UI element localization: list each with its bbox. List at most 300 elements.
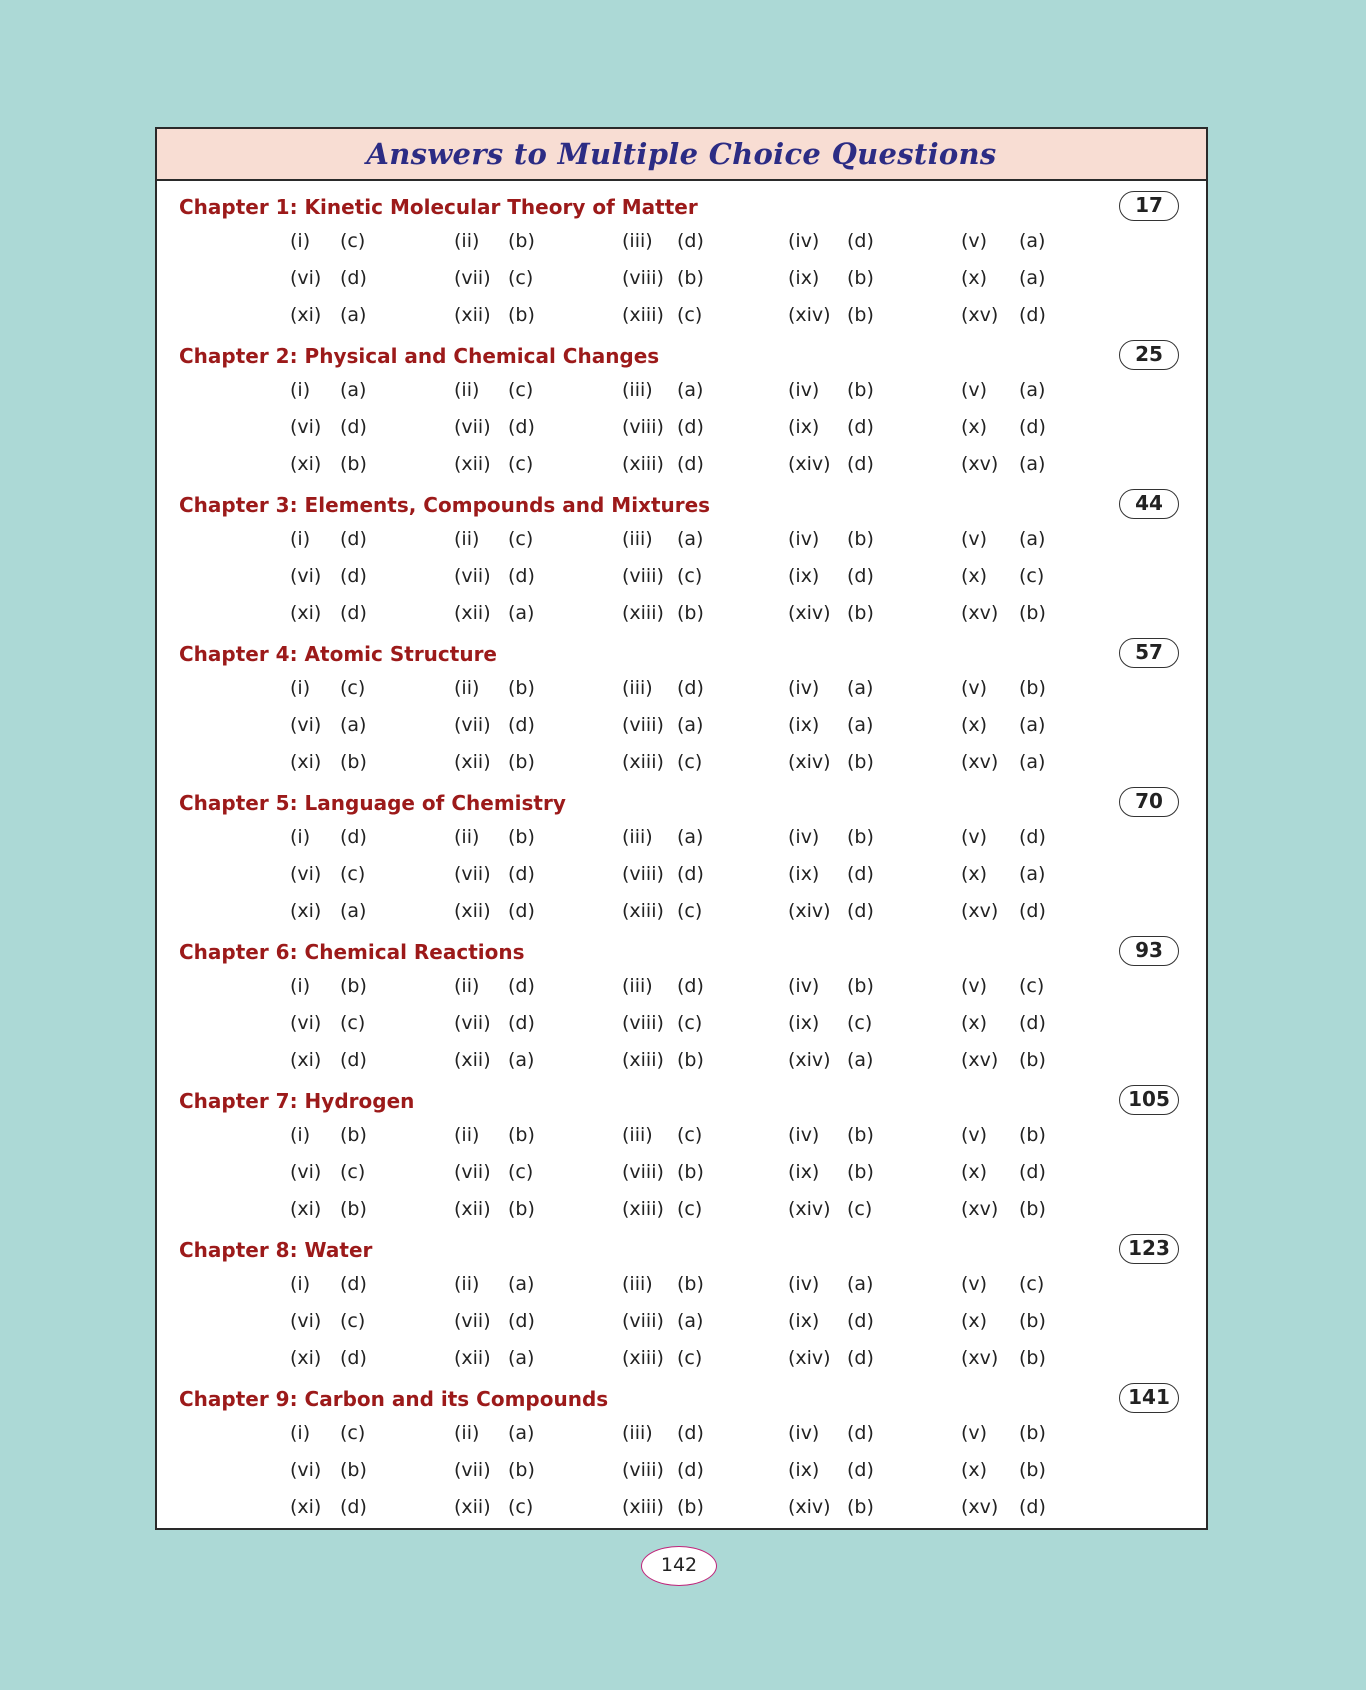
answer-row (157, 524, 1157, 554)
question-number: (x) (961, 1161, 988, 1183)
question-number: (xiii) (622, 1496, 664, 1518)
question-number: (vi) (290, 267, 322, 289)
question-number: (xi) (290, 453, 322, 475)
question-number: (ii) (454, 1422, 480, 1444)
answer-option: (a) (508, 602, 535, 624)
answer-option: (d) (1019, 416, 1046, 438)
question-number: (viii) (622, 565, 664, 587)
answer-option: (c) (508, 267, 534, 289)
answer-option: (a) (677, 528, 704, 550)
question-number: (viii) (622, 1012, 664, 1034)
answer-row (157, 300, 1157, 330)
answer-row (157, 598, 1157, 628)
answer-option: (c) (677, 565, 703, 587)
chapter-page-badge: 57 (1119, 638, 1179, 668)
question-number: (x) (961, 267, 988, 289)
answer-option: (a) (1019, 453, 1046, 475)
question-number: (vi) (290, 1310, 322, 1332)
answer-option: (d) (677, 677, 704, 699)
question-number: (iii) (622, 677, 653, 699)
chapter-heading (179, 787, 1179, 817)
question-number: (vii) (454, 565, 491, 587)
question-number: (xiv) (788, 453, 831, 475)
chapter-block (157, 1075, 1206, 1224)
answer-option: (d) (340, 528, 367, 550)
answer-option: (b) (847, 1124, 874, 1146)
answer-option: (d) (340, 1347, 367, 1369)
answer-option: (a) (677, 379, 704, 401)
question-number: (xii) (454, 751, 491, 773)
answer-option: (d) (508, 565, 535, 587)
question-number: (vi) (290, 416, 322, 438)
question-number: (i) (290, 1124, 311, 1146)
answer-row (157, 561, 1157, 591)
answer-option: (c) (340, 863, 366, 885)
answer-option: (a) (508, 1273, 535, 1295)
answer-option: (c) (340, 1012, 366, 1034)
answer-option: (c) (508, 1496, 534, 1518)
answer-option: (a) (340, 714, 367, 736)
answer-option: (d) (847, 416, 874, 438)
answer-option: (d) (340, 826, 367, 848)
answer-option: (b) (847, 528, 874, 550)
answer-option: (c) (1019, 565, 1045, 587)
answer-option: (d) (1019, 1496, 1046, 1518)
answer-option: (b) (1019, 602, 1046, 624)
question-number: (xiv) (788, 900, 831, 922)
answer-option: (d) (677, 863, 704, 885)
question-number: (ii) (454, 826, 480, 848)
question-number: (iv) (788, 528, 820, 550)
question-number: (xiv) (788, 751, 831, 773)
question-number: (i) (290, 1422, 311, 1444)
question-number: (i) (290, 528, 311, 550)
answer-option: (d) (508, 975, 535, 997)
answer-option: (d) (847, 1310, 874, 1332)
answer-option: (d) (1019, 826, 1046, 848)
chapter-block (157, 1224, 1206, 1373)
question-number: (vi) (290, 565, 322, 587)
answer-option: (b) (847, 379, 874, 401)
answer-option: (b) (847, 602, 874, 624)
question-number: (vii) (454, 267, 491, 289)
question-number: (iii) (622, 1124, 653, 1146)
answer-option: (c) (677, 1198, 703, 1220)
question-number: (ix) (788, 1310, 820, 1332)
question-number: (xv) (961, 602, 999, 624)
answer-option: (d) (847, 1422, 874, 1444)
question-number: (vi) (290, 1459, 322, 1481)
question-number: (xiii) (622, 453, 664, 475)
question-number: (i) (290, 975, 311, 997)
chapter-heading (179, 936, 1179, 966)
answer-option: (b) (677, 602, 704, 624)
question-number: (vii) (454, 1012, 491, 1034)
answer-row (157, 263, 1157, 293)
answer-option: (d) (677, 230, 704, 252)
chapter-heading (179, 1085, 1179, 1115)
answer-option: (c) (1019, 1273, 1045, 1295)
question-number: (i) (290, 677, 311, 699)
answer-option: (b) (508, 751, 535, 773)
question-number: (vii) (454, 714, 491, 736)
answer-option: (b) (847, 826, 874, 848)
question-number: (i) (290, 379, 311, 401)
question-number: (xii) (454, 453, 491, 475)
answer-option: (b) (847, 751, 874, 773)
question-number: (x) (961, 1012, 988, 1034)
title-bar (157, 129, 1206, 181)
answer-option: (b) (340, 751, 367, 773)
answer-option: (d) (340, 1049, 367, 1071)
question-number: (xiv) (788, 1198, 831, 1220)
chapter-title: Chapter 9: Carbon and its Compounds (179, 1387, 609, 1411)
question-number: (viii) (622, 863, 664, 885)
question-number: (ii) (454, 1124, 480, 1146)
answer-option: (a) (508, 1049, 535, 1071)
chapter-block (157, 181, 1206, 330)
answer-option: (d) (340, 565, 367, 587)
question-number: (vi) (290, 1012, 322, 1034)
answer-option: (a) (847, 1273, 874, 1295)
answer-option: (a) (508, 1347, 535, 1369)
question-number: (iv) (788, 975, 820, 997)
answer-option: (b) (1019, 1310, 1046, 1332)
question-number: (ix) (788, 565, 820, 587)
answer-option: (b) (1019, 1422, 1046, 1444)
answer-option: (b) (340, 453, 367, 475)
question-number: (x) (961, 416, 988, 438)
answer-option: (c) (847, 1012, 873, 1034)
answer-row (157, 1045, 1157, 1075)
chapter-page-badge: 70 (1119, 787, 1179, 817)
question-number: (xiii) (622, 751, 664, 773)
chapter-title: Chapter 7: Hydrogen (179, 1089, 415, 1113)
answer-row (157, 710, 1157, 740)
chapter-heading (179, 1234, 1179, 1264)
chapter-title: Chapter 2: Physical and Chemical Changes (179, 344, 660, 368)
chapter-page-badge: 123 (1119, 1234, 1179, 1264)
question-number: (xiv) (788, 602, 831, 624)
chapter-title: Chapter 1: Kinetic Molecular Theory of Matter (179, 195, 698, 219)
answer-option: (d) (508, 900, 535, 922)
answer-option: (d) (1019, 304, 1046, 326)
question-number: (xii) (454, 304, 491, 326)
question-number: (iv) (788, 677, 820, 699)
answer-option: (b) (677, 1161, 704, 1183)
answer-row (157, 896, 1157, 926)
chapter-heading (179, 489, 1179, 519)
answer-option: (d) (340, 1273, 367, 1295)
answer-option: (c) (677, 304, 703, 326)
question-number: (xii) (454, 900, 491, 922)
answer-option: (b) (677, 1049, 704, 1071)
answer-option: (d) (508, 714, 535, 736)
answer-option: (b) (508, 677, 535, 699)
answer-row (157, 1343, 1157, 1373)
answer-row (157, 1120, 1157, 1150)
question-number: (x) (961, 565, 988, 587)
question-number: (ix) (788, 1459, 820, 1481)
answer-option: (a) (677, 826, 704, 848)
answer-option: (d) (340, 416, 367, 438)
question-number: (ix) (788, 714, 820, 736)
question-number: (xv) (961, 1347, 999, 1369)
question-number: (xii) (454, 1347, 491, 1369)
answer-option: (c) (340, 230, 366, 252)
chapter-page-badge: 141 (1119, 1383, 1179, 1413)
answer-option: (d) (847, 230, 874, 252)
question-number: (iv) (788, 230, 820, 252)
question-number: (i) (290, 826, 311, 848)
answer-option: (d) (847, 565, 874, 587)
question-number: (iii) (622, 528, 653, 550)
answer-option: (c) (677, 751, 703, 773)
answer-option: (a) (1019, 528, 1046, 550)
chapter-heading (179, 340, 1179, 370)
answer-option: (d) (847, 453, 874, 475)
question-number: (x) (961, 863, 988, 885)
answer-row (157, 226, 1157, 256)
chapter-page-badge: 93 (1119, 936, 1179, 966)
answer-row (157, 412, 1157, 442)
answer-option: (d) (340, 1496, 367, 1518)
chapter-heading (179, 191, 1179, 221)
question-number: (xi) (290, 1496, 322, 1518)
answer-option: (d) (847, 863, 874, 885)
question-number: (ix) (788, 416, 820, 438)
answer-option: (b) (508, 1124, 535, 1146)
question-number: (xi) (290, 304, 322, 326)
question-number: (xv) (961, 304, 999, 326)
question-number: (viii) (622, 267, 664, 289)
answer-option: (b) (340, 1198, 367, 1220)
chapter-heading (179, 638, 1179, 668)
question-number: (x) (961, 1459, 988, 1481)
question-number: (viii) (622, 714, 664, 736)
question-number: (iii) (622, 1273, 653, 1295)
answer-option: (b) (508, 1198, 535, 1220)
answer-option: (c) (677, 1124, 703, 1146)
answer-option: (c) (340, 1161, 366, 1183)
question-number: (xiii) (622, 1347, 664, 1369)
answer-option: (b) (1019, 1347, 1046, 1369)
answer-row (157, 673, 1157, 703)
chapter-block (157, 777, 1206, 926)
answer-option: (a) (1019, 863, 1046, 885)
question-number: (xii) (454, 602, 491, 624)
page-number: 142 (641, 1546, 717, 1586)
answer-option: (b) (340, 975, 367, 997)
answer-option: (c) (847, 1198, 873, 1220)
question-number: (viii) (622, 416, 664, 438)
question-number: (xiv) (788, 1049, 831, 1071)
chapter-heading (179, 1383, 1179, 1413)
chapter-block (157, 1373, 1206, 1522)
question-number: (v) (961, 1124, 988, 1146)
chapter-page-badge: 105 (1119, 1085, 1179, 1115)
question-number: (viii) (622, 1459, 664, 1481)
answer-option: (d) (847, 1459, 874, 1481)
question-number: (xi) (290, 1347, 322, 1369)
question-number: (xi) (290, 1198, 322, 1220)
question-number: (vii) (454, 1161, 491, 1183)
question-number: (xv) (961, 900, 999, 922)
chapter-block (157, 330, 1206, 479)
answer-option: (a) (847, 714, 874, 736)
answer-option: (b) (1019, 677, 1046, 699)
question-number: (i) (290, 230, 311, 252)
answer-option: (c) (677, 900, 703, 922)
chapter-title: Chapter 5: Language of Chemistry (179, 791, 566, 815)
answer-option: (d) (847, 1347, 874, 1369)
question-number: (v) (961, 379, 988, 401)
answer-option: (a) (677, 714, 704, 736)
answer-option: (b) (847, 975, 874, 997)
question-number: (iv) (788, 826, 820, 848)
answer-option: (a) (847, 1049, 874, 1071)
question-number: (xv) (961, 1496, 999, 1518)
answer-row (157, 1492, 1157, 1522)
question-number: (xv) (961, 751, 999, 773)
answer-row (157, 1008, 1157, 1038)
question-number: (vi) (290, 1161, 322, 1183)
answer-option: (c) (340, 1422, 366, 1444)
question-number: (iii) (622, 379, 653, 401)
answer-option: (c) (508, 1161, 534, 1183)
question-number: (xi) (290, 1049, 322, 1071)
question-number: (ii) (454, 230, 480, 252)
answer-option: (a) (1019, 379, 1046, 401)
question-number: (xii) (454, 1049, 491, 1071)
answer-option: (a) (1019, 751, 1046, 773)
answer-option: (b) (677, 1496, 704, 1518)
question-number: (ix) (788, 1161, 820, 1183)
answer-row (157, 1269, 1157, 1299)
question-number: (vii) (454, 1310, 491, 1332)
answer-option: (d) (508, 1012, 535, 1034)
question-number: (iv) (788, 1273, 820, 1295)
answer-option: (b) (1019, 1124, 1046, 1146)
answer-option: (a) (508, 1422, 535, 1444)
question-number: (viii) (622, 1310, 664, 1332)
answer-option: (b) (677, 267, 704, 289)
question-number: (ix) (788, 1012, 820, 1034)
answer-option: (d) (340, 602, 367, 624)
question-number: (iv) (788, 1124, 820, 1146)
answer-option: (c) (1019, 975, 1045, 997)
answer-row (157, 1194, 1157, 1224)
answer-option: (b) (847, 1496, 874, 1518)
question-number: (iv) (788, 379, 820, 401)
answer-option: (a) (1019, 714, 1046, 736)
question-number: (xi) (290, 751, 322, 773)
question-number: (v) (961, 975, 988, 997)
answer-option: (d) (677, 975, 704, 997)
question-number: (xiii) (622, 900, 664, 922)
question-number: (xi) (290, 900, 322, 922)
question-number: (xiii) (622, 304, 664, 326)
answer-option: (b) (847, 304, 874, 326)
chapter-title: Chapter 8: Water (179, 1238, 373, 1262)
question-number: (xii) (454, 1496, 491, 1518)
question-number: (ii) (454, 677, 480, 699)
chapter-block (157, 926, 1206, 1075)
answer-option: (d) (677, 1459, 704, 1481)
answer-option: (d) (677, 1422, 704, 1444)
question-number: (ix) (788, 267, 820, 289)
answer-option: (b) (677, 1273, 704, 1295)
question-number: (ix) (788, 863, 820, 885)
answer-option: (d) (847, 900, 874, 922)
answer-row (157, 822, 1157, 852)
answer-option: (d) (508, 863, 535, 885)
answer-row (157, 971, 1157, 1001)
answer-option: (d) (1019, 900, 1046, 922)
question-number: (xi) (290, 602, 322, 624)
answer-option: (b) (1019, 1459, 1046, 1481)
question-number: (xv) (961, 453, 999, 475)
question-number: (xiv) (788, 1347, 831, 1369)
answer-option: (b) (847, 1161, 874, 1183)
answer-row (157, 1455, 1157, 1485)
answer-option: (d) (677, 453, 704, 475)
question-number: (v) (961, 677, 988, 699)
answer-option: (c) (677, 1347, 703, 1369)
answer-option: (a) (340, 900, 367, 922)
answer-row (157, 1157, 1157, 1187)
question-number: (xv) (961, 1049, 999, 1071)
question-number: (ii) (454, 1273, 480, 1295)
answer-option: (b) (508, 1459, 535, 1481)
answer-option: (d) (1019, 1161, 1046, 1183)
answer-option: (a) (1019, 230, 1046, 252)
chapter-list (157, 181, 1206, 1522)
chapter-page-badge: 25 (1119, 340, 1179, 370)
question-number: (xiii) (622, 1049, 664, 1071)
question-number: (i) (290, 1273, 311, 1295)
question-number: (xv) (961, 1198, 999, 1220)
answer-option: (a) (847, 677, 874, 699)
question-number: (vi) (290, 714, 322, 736)
question-number: (iii) (622, 975, 653, 997)
answer-option: (c) (508, 453, 534, 475)
question-number: (x) (961, 1310, 988, 1332)
question-number: (viii) (622, 1161, 664, 1183)
answer-option: (c) (340, 1310, 366, 1332)
chapter-block (157, 628, 1206, 777)
answer-row (157, 1306, 1157, 1336)
chapter-title: Chapter 3: Elements, Compounds and Mixtures (179, 493, 711, 517)
question-number: (vii) (454, 416, 491, 438)
question-number: (v) (961, 1273, 988, 1295)
chapter-page-badge: 44 (1119, 489, 1179, 519)
answer-option: (b) (340, 1459, 367, 1481)
answer-option: (c) (508, 528, 534, 550)
answer-option: (b) (508, 826, 535, 848)
answer-option: (b) (1019, 1198, 1046, 1220)
question-number: (ii) (454, 528, 480, 550)
question-number: (xii) (454, 1198, 491, 1220)
page-title: Answers to Multiple Choice Questions (366, 137, 997, 171)
answer-sheet (155, 127, 1208, 1530)
question-number: (vii) (454, 1459, 491, 1481)
answer-option: (a) (677, 1310, 704, 1332)
question-number: (v) (961, 230, 988, 252)
question-number: (iv) (788, 1422, 820, 1444)
answer-option: (a) (340, 379, 367, 401)
question-number: (iii) (622, 1422, 653, 1444)
